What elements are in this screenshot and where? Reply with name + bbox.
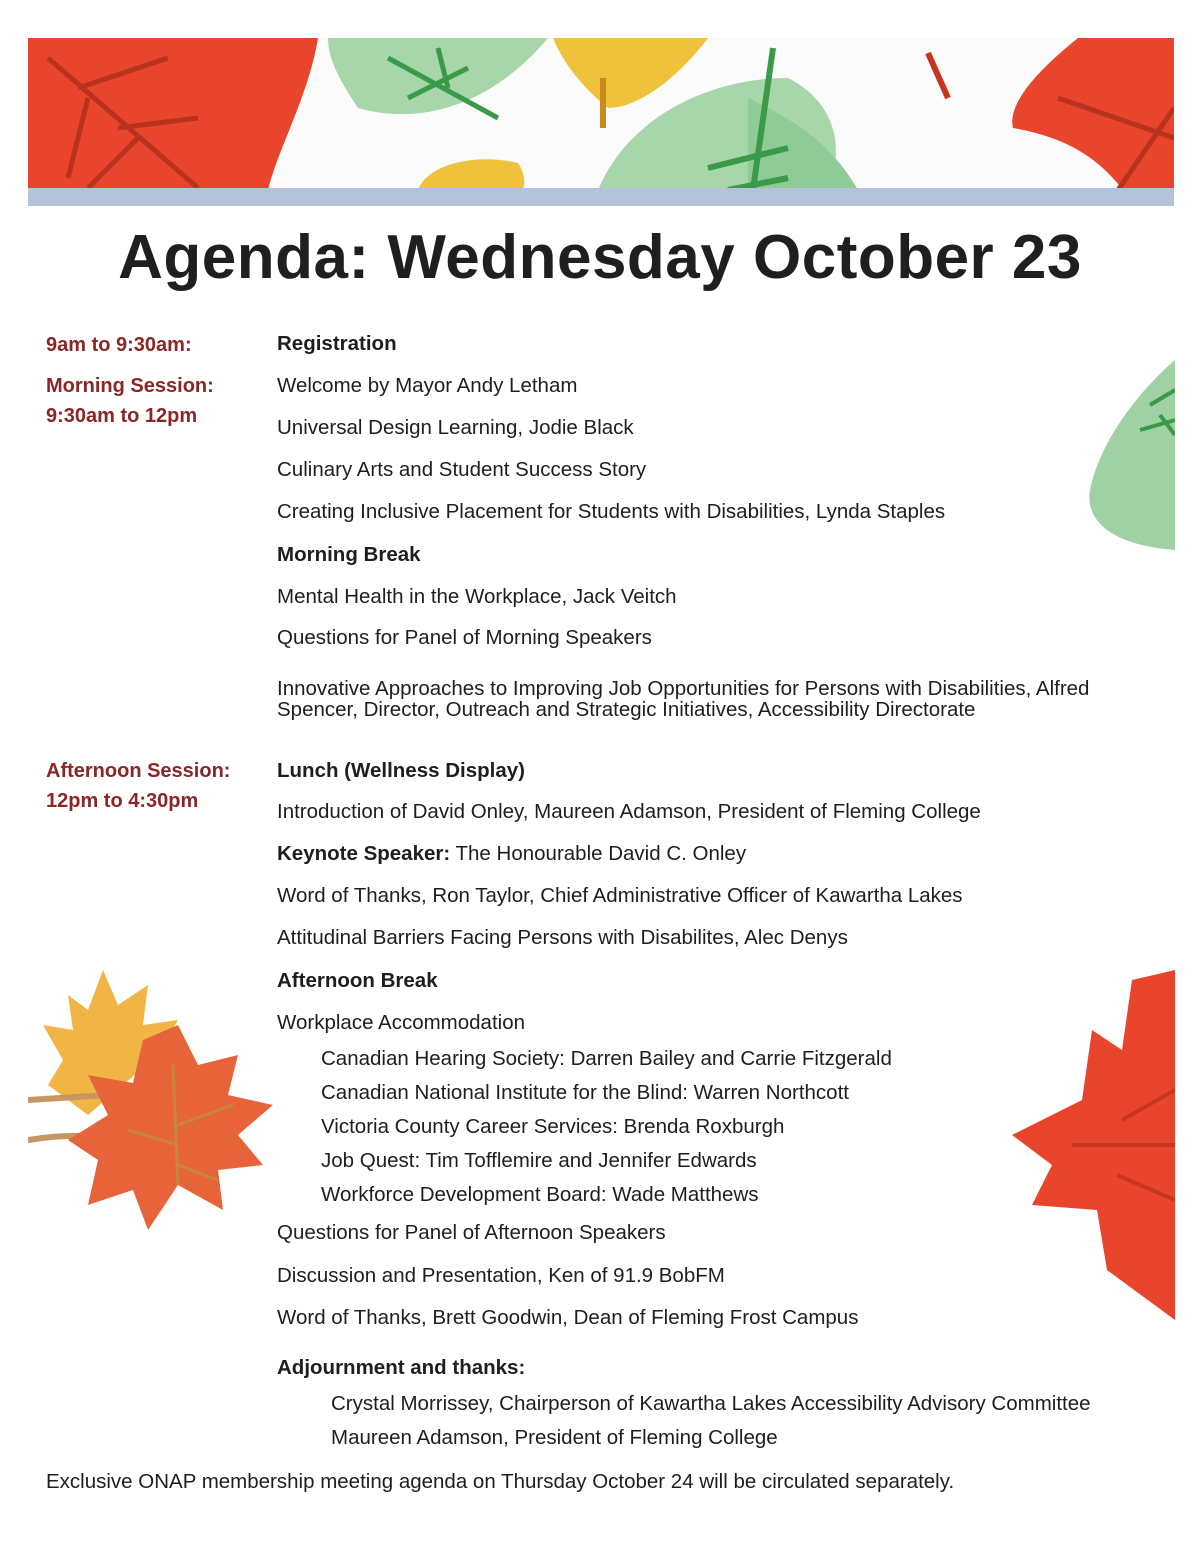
session-title: Afternoon Session:: [46, 760, 231, 782]
agenda-subitem: Workforce Development Board: Wade Matthews: [321, 1183, 759, 1206]
agenda-item: Word of Thanks, Ron Taylor, Chief Administrative Officer of Kawartha Lakes: [277, 884, 963, 907]
agenda-item: Attitudinal Barriers Facing Persons with Disabilites, Alec Denys: [277, 926, 848, 949]
agenda-item: Word of Thanks, Brett Goodwin, Dean of Fleming Frost Campus: [277, 1306, 859, 1329]
red-maple-leaf-icon: [1012, 970, 1175, 1320]
session-label: [46, 371, 214, 431]
green-leaf-icon: [1080, 360, 1175, 550]
page-title: Agenda: Wednesday October 23: [118, 223, 1082, 292]
session-label: [46, 330, 192, 360]
agenda-item: Mental Health in the Workplace, Jack Veitch: [277, 585, 677, 608]
agenda-item: Discussion and Presentation, Ken of 91.9 BobFM: [277, 1264, 725, 1287]
agenda-item: Creating Inclusive Placement for Students with Disabilities, Lynda Staples: [277, 500, 946, 523]
agenda-subitem: Canadian Hearing Society: Darren Bailey and Carrie Fitzgerald: [321, 1047, 892, 1070]
agenda-item: Welcome by Mayor Andy Letham: [277, 374, 578, 397]
agenda-item-heading: Lunch (Wellness Display): [277, 759, 525, 782]
agenda-item: Workplace Accommodation: [277, 1011, 526, 1034]
agenda-subitem: Canadian National Institute for the Blind: Warren Northcott: [321, 1081, 849, 1104]
agenda-item-heading: Registration: [277, 332, 397, 355]
closing-speaker: Maureen Adamson, President of Fleming College: [331, 1426, 778, 1449]
maple-leaves-icon: [28, 965, 278, 1245]
session-time: 12pm to 4:30pm: [46, 790, 199, 812]
agenda-subitem: Victoria County Career Services: Brenda Roxburgh: [321, 1115, 785, 1138]
agenda-item: Introduction of David Onley, Maureen Adamson, President of Fleming College: [277, 800, 981, 823]
agenda-item: Innovative Approaches to Improving Job Opportunities for Persons with Disabilities, Alfred Spencer, Director, Outreach and Strategic Initiatives, Accessibility Directorate: [277, 677, 1090, 721]
agenda-item-heading: Morning Break: [277, 543, 421, 566]
session-label: [46, 756, 230, 816]
agenda-subitem: Job Quest: Tim Tofflemire and Jennifer Edwards: [321, 1149, 757, 1172]
agenda-item: Universal Design Learning, Jodie Black: [277, 416, 634, 439]
agenda-item-heading: Adjournment and thanks:: [277, 1356, 526, 1379]
closing-speaker: Crystal Morrissey, Chairperson of Kawartha Lakes Accessibility Advisory Committee: [331, 1392, 1091, 1415]
banner-strip: [28, 188, 1174, 206]
agenda-item: Questions for Panel of Afternoon Speakers: [277, 1221, 666, 1244]
autumn-leaves-illustration: [28, 38, 1174, 190]
session-title: Morning Session:: [46, 375, 214, 397]
leaf-banner: [28, 38, 1174, 190]
footer-note: Exclusive ONAP membership meeting agenda on Thursday October 24 will be circulated separately.: [46, 1470, 955, 1493]
keynote-item: [277, 842, 746, 866]
agenda-item: Culinary Arts and Student Success Story: [277, 458, 647, 481]
agenda-item-heading: Afternoon Break: [277, 969, 438, 992]
keynote-speaker: The Honourable David C. Onley: [450, 842, 747, 865]
session-time: 9am to 9:30am:: [46, 334, 192, 356]
keynote-label: Keynote Speaker:: [277, 842, 451, 865]
agenda-item: Questions for Panel of Morning Speakers: [277, 626, 652, 649]
session-time: 9:30am to 12pm: [46, 405, 198, 427]
